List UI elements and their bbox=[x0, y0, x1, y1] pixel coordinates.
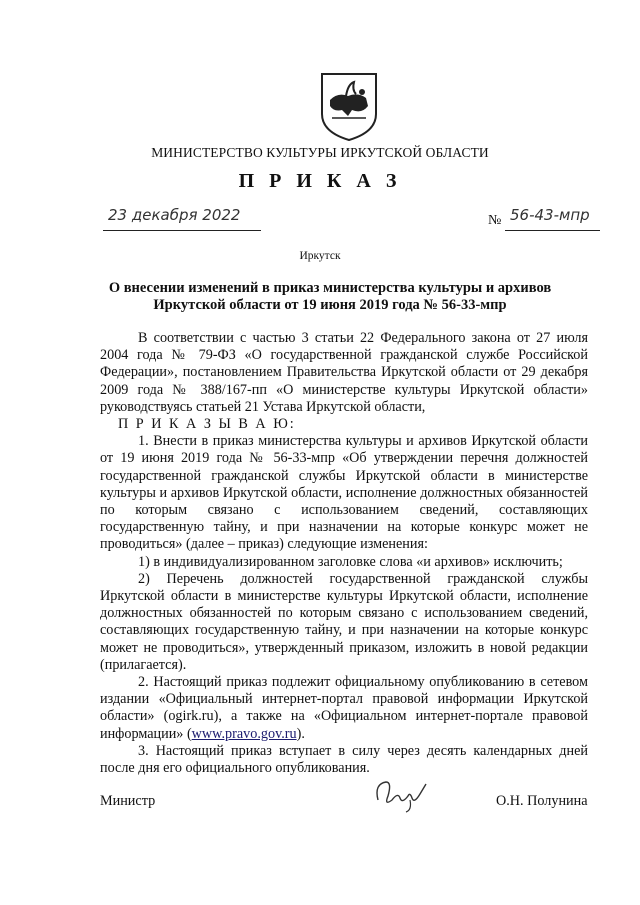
handwritten-signature bbox=[370, 770, 430, 815]
signer-position: Министр bbox=[100, 793, 156, 809]
item-1-2-paragraph: 2) Перечень должностей государственной гражданской службы Иркутской области в министерстве культуры Иркутской области, исполнение должностных обязанностей по которым связано с использованием сведений, составляющих государственную тайну, и при назначении на которые конкурс может не проводиться», утвержденный приказом, изложить в новой редакции (прилагается). bbox=[100, 570, 588, 673]
document-subject: О внесении изменений в приказ министерства культуры и архивов Иркутской области от 19 июня 2019 года № 56-33-мпр bbox=[108, 280, 552, 313]
item-1-paragraph: 1. Внести в приказ министерства культуры и архивов Иркутской области от 19 июня 2019 года № 56-33-мпр «Об утверждении перечня должностей государственной гражданской службы Иркутской области в министерстве культуры и архивов Иркутской области, исполнение должностных обязанностей по которым связано с использованием сведений, составляющих государственную тайну, и при назначении на которые конкурс может не проводиться» (далее – приказ) следующие изменения: bbox=[100, 433, 588, 553]
item-1-1-paragraph: 1) в индивидуализированном заголовке слова «и архивов» исключить; bbox=[138, 553, 563, 570]
city-name: Иркутск bbox=[299, 250, 341, 262]
item-2-closing: ). bbox=[296, 725, 305, 742]
signer-name: О.Н. Полунина bbox=[496, 793, 588, 809]
preamble-paragraph: В соответствии с частью 3 статьи 22 Федерального закона от 27 июля 2004 года № 79-ФЗ «О государственной гражданской службе Российской Федерации», постановлением Правительства Иркутской области от 29 декабря 2009 года № 388/167-пп «О министерстве культуры Иркутской области» руководствуясь статьей 21 Устава Иркутской области, bbox=[100, 330, 588, 415]
order-word: П Р И К А З Ы В А Ю: bbox=[118, 416, 296, 433]
item-2-text: 2. Настоящий приказ подлежит официальному опубликованию в сетевом издании «Официальный интернет-портал правовой информации Иркутской области» (ogirk.ru), а также на «Официальном интернет-портале правовой информации» ( bbox=[100, 674, 588, 742]
handwritten-number: 56-43-мпр bbox=[510, 206, 590, 224]
number-sign: № bbox=[488, 213, 502, 228]
item-2-paragraph bbox=[100, 674, 588, 743]
document-type-title: П Р И К А З bbox=[238, 170, 402, 192]
document-body bbox=[100, 330, 588, 777]
pravo-link[interactable]: www.pravo.gov.ru bbox=[191, 725, 297, 742]
ministry-name: МИНИСТЕРСТВО КУЛЬТУРЫ ИРКУТСКОЙ ОБЛАСТИ bbox=[151, 145, 489, 160]
handwritten-date: 23 декабря 2022 bbox=[108, 206, 241, 224]
coat-of-arms-emblem bbox=[318, 70, 380, 142]
item-3-paragraph: 3. Настоящий приказ вступает в силу через десять календарных дней после дня его официального опубликования. bbox=[100, 742, 588, 777]
